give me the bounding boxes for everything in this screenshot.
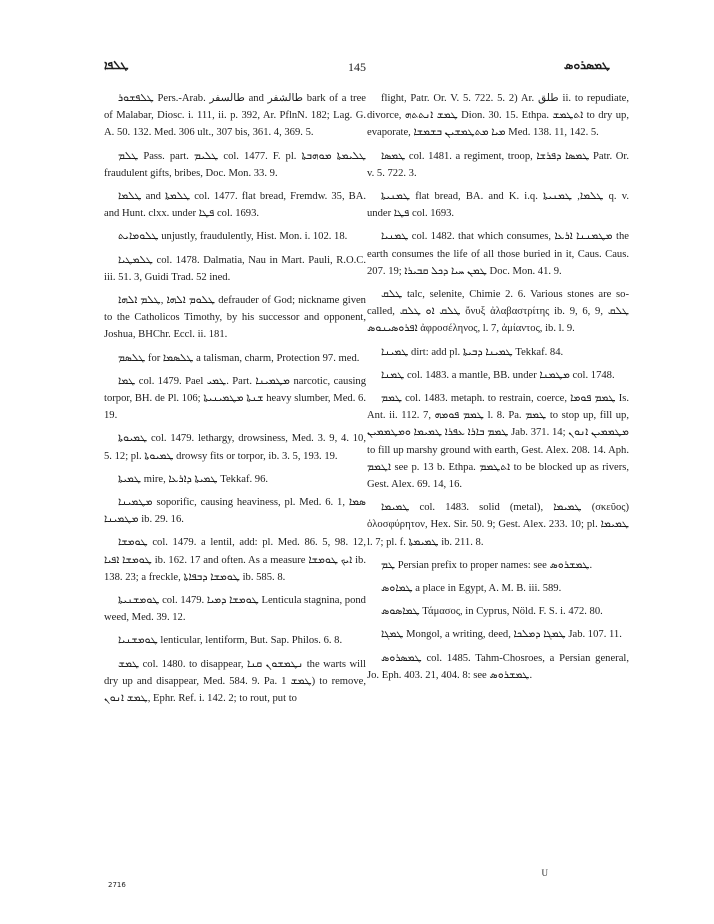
entry: ܛܡܢܝܐ col. 1482. that which consumes, ܡܛܡܢܢܐ ܐܪܥܐ the earth consumes the life of all those buried in it, Caus. Caus. 207. 19; ܛܡܢ ܚܝܐ ܕܟܠ ܩܒܝܪܐ Doc. Mon. 41. 9.: [367, 231, 629, 277]
entry: ܛܡܝܬܐ mire, ܛܡܝܬܐ ܕܐܪܥܐ Tekkaf. 96.: [118, 473, 269, 485]
entry: ܛܡܣܐ col. 1481. a regiment, troop, ܛܡܣܐ ܕܦܪܫܐ Patr. Or. v. 5. 722. 3.: [367, 150, 629, 179]
entry: ܛܡܐܘܣ a place in Egypt, A. M. B. iii. 589.: [381, 583, 562, 595]
entry: flight, Patr. Or. V. 5. 722. 5. 2) Ar. طلق ii. to repudiate, divorce, ܛܡܫ ܐܢܬܬܗ Dion. 30. 15. Ethpa. ܐܬܛܡܫ to dry up, evaporate, ܡܝܐ ܡܬܛܡܫܝܢ ܒܫܡܫܐ Med. 138. 11, 142. 5.: [367, 93, 629, 139]
printer-signature-left: 2716: [108, 881, 126, 889]
entry: ܛܡܡ col. 1483. metaph. to restrain, coerce, ܛܡܡ ܦܘܡܐ Is. Ant. ii. 112. 7, ܛܡܡ ܦܘܡܗ l. 8. Pa. ܛܡܡ to stop up, fill up, ܛܡܡ ܒܐܪܐ ܥܦܪܐ ܛܡܝܡܐ ܘܡܛܡܡܝܢ Jab. 371. 14; ܡܛܡܡܝܢ ܐܢܘܢ to fill up marshy ground with earth, Gest. Alex. 208. 14. Aph. ܐܛܡܡ see p. 13 b. Ethpa. ܐܬܛܡܡ to be blocked up as rivers, Gest. Alex. 69. 14, 16.: [367, 393, 630, 491]
entry: ܛܘܡܫܐ col. 1479. a lentil, add: pl. Med. 86. 5, 98. 12, ܛܘܡܫܐ ܐܦܝܐ ib. 162. 17 and often. As a measure ܐܝܟ ܛܘܡܫܐ ib. 138. 23; a freckle, ܛܘܡܫܐ ܕܒܦܐܬܐ ib. 585. 8.: [104, 537, 366, 583]
entry: ܡܛܡܝܢܐ soporific, causing heaviness, pl. Med. 6. 1, ܣܡܐ ܡܛܡܝܢܐ ib. 29. 16.: [104, 497, 366, 526]
entry: ܛܠܘܡ ܐܠܗܐ ,ܛܠܡ ܐܠܗܐ defrauder of God; nickname given to the Catholicos Timothy, by his successor and opponent, Joshua, BHChr. Eccl. ii. 181.: [104, 295, 366, 341]
entry: ܛܡ Persian prefix to proper names: see ܛܡܫܪܘܣ.: [381, 559, 593, 571]
entry: ܛܡܣܪܘܣ col. 1485. Tahm-Chosroes, a Persian general, Jo. Eph. 403. 21, 404. 8: see ܛܡܫܪܘܣ.: [367, 652, 629, 681]
entry: ܛܡܐ col. 1479. Pael ܛܡܝ. Part. ܡܛܡܝܢܐ narcotic, causing torpor, BH. de Pl. 106; ܫܢܬܐ ܡܛܡܝܢܝܬܐ heavy slumber, Med. 6. 19.: [104, 375, 367, 422]
entry: ܛܠܡܛܝܐ col. 1478. Dalmatia, Nau in Mart. Pauli, R.O.C. iii. 51. 3, Guidi Trad. 52 ined.: [104, 254, 366, 283]
page-header: [104, 58, 610, 82]
entry: ܛܘܡܫܢܝܬܐ col. 1479. ܛܘܡܫܐ ܕܡܝܐ Lenticula stagnina, pond weed, Med. 39. 12.: [104, 595, 366, 624]
entry: ܛܠܣܡ for ܛܠܣܡܐ a talisman, charm, Protection 97. med.: [118, 352, 360, 364]
entry: ܛܡܓܐ Mongol, a writing, deed, ܛܡܓܐ ܕܡܠܟܐ Jab. 107. 11.: [381, 629, 622, 641]
entry: ܛܠܘܡܐܝܬ unjustly, fraudulently, Hist. Mon. i. 102. 18.: [118, 231, 348, 243]
header-left-word: ܛܠܦܐ: [104, 58, 129, 72]
entry: ܛܡܫ col. 1480. to disappear, ܢܛܡܫܘܢ ܩܢܐ the warts will dry up and disappear, Med. 584. 9. Pa. ܛܡܫ 1) to remove, ܛܡܫ ܐܢܘܢ, Ephr. Ref. i. 142. 2; to rout, put to: [104, 658, 366, 705]
left-column: [104, 90, 366, 713]
entry: ܛܠܡ Pass. part. ܛܠܝܡ col. 1477. F. pl. ܛܠܝܡܬܐ ܡܘܗܒܬܐ fraudulent gifts, bribes, Doc. Mon. 33. 9.: [104, 150, 366, 179]
entry: ܛܠܡܐ and ܛܠܡܬܐ col. 1477. flat bread, Fremdw. 35, BA. and Hunt. clxx. under ܦܛܐ col. 1693.: [104, 191, 366, 220]
printer-signature-right: U: [541, 868, 548, 878]
page-number: 145: [348, 60, 366, 74]
entry: ܛܡܢܐ col. 1483. a mantle, BB. under ܡܛܡܢܐ col. 1748.: [381, 369, 615, 381]
entry: ܛܡܝܡܐ col. 1483. solid (metal), ܛܡܝܡܐ (σκεῦος) ὁλοσφύρητον, Hex. Sir. 50. 9; Gest. Alex. 233. 10; pl. ܛܡܝܡܐ l. 7; pl. f. ܛܡܝܡܬܐ ib. 211. 8.: [367, 502, 629, 548]
entry: ܛܘܡܫܢܝܐ lenticular, lentiform, But. Sap. Philos. 6. 8.: [118, 635, 343, 647]
entry: ܛܠܩ talc, selenite, Chimie 2. 6. Various stones are so-called, ܛܠܩ ܐܘ ܛܠܩ ὄνυξ ἀλαβαστρίτης ib. 9, 6, 9, ܛܠܩ ܐܦܪܘܣܝܢܘܣ ἀφροσέληνος, l. 7, ἀμίαντος, ib. l. 9.: [367, 289, 629, 335]
entry: ܛܡܝܘܬܐ col. 1479. lethargy, drowsiness, Med. 3. 9, 4. 10, 5. 12; pl. ܛܡܝܘܬܐ drowsy fits or torpor, ib. 3. 5, 193. 19.: [104, 433, 366, 462]
entry: ܛܡܝܢܐ dirt: add pl. ܛܡܝܢܐ ܕܒܝܬܐ Tekkaf. 84.: [381, 346, 564, 358]
entry: ܛܡܢܝܬܐ flat bread, BA. and K. i.q. ܛܠܡܐ, ܛܡܢܝܬܐ q. v. under ܦܛܐ col. 1693.: [367, 191, 630, 220]
entry: ܛܠܦܫܘܪ Pers.-Arab. طالسفر and طالشفر bark of a tree of Malabar, Diosc. i. 111, ii. p. 392, Ar. PflnN. 182; Lag. G. A. 50. 132. Med. 306 ult., 307 bis, 361. 4, 369. 5.: [104, 93, 366, 139]
entry: ܛܡܐܣܘܣ Τάμασος, in Cyprus, Nöld. F. S. i. 472. 80.: [381, 606, 603, 618]
right-column: [367, 90, 629, 690]
header-right-word: ܛܡܣܪܘܣ: [563, 58, 610, 72]
